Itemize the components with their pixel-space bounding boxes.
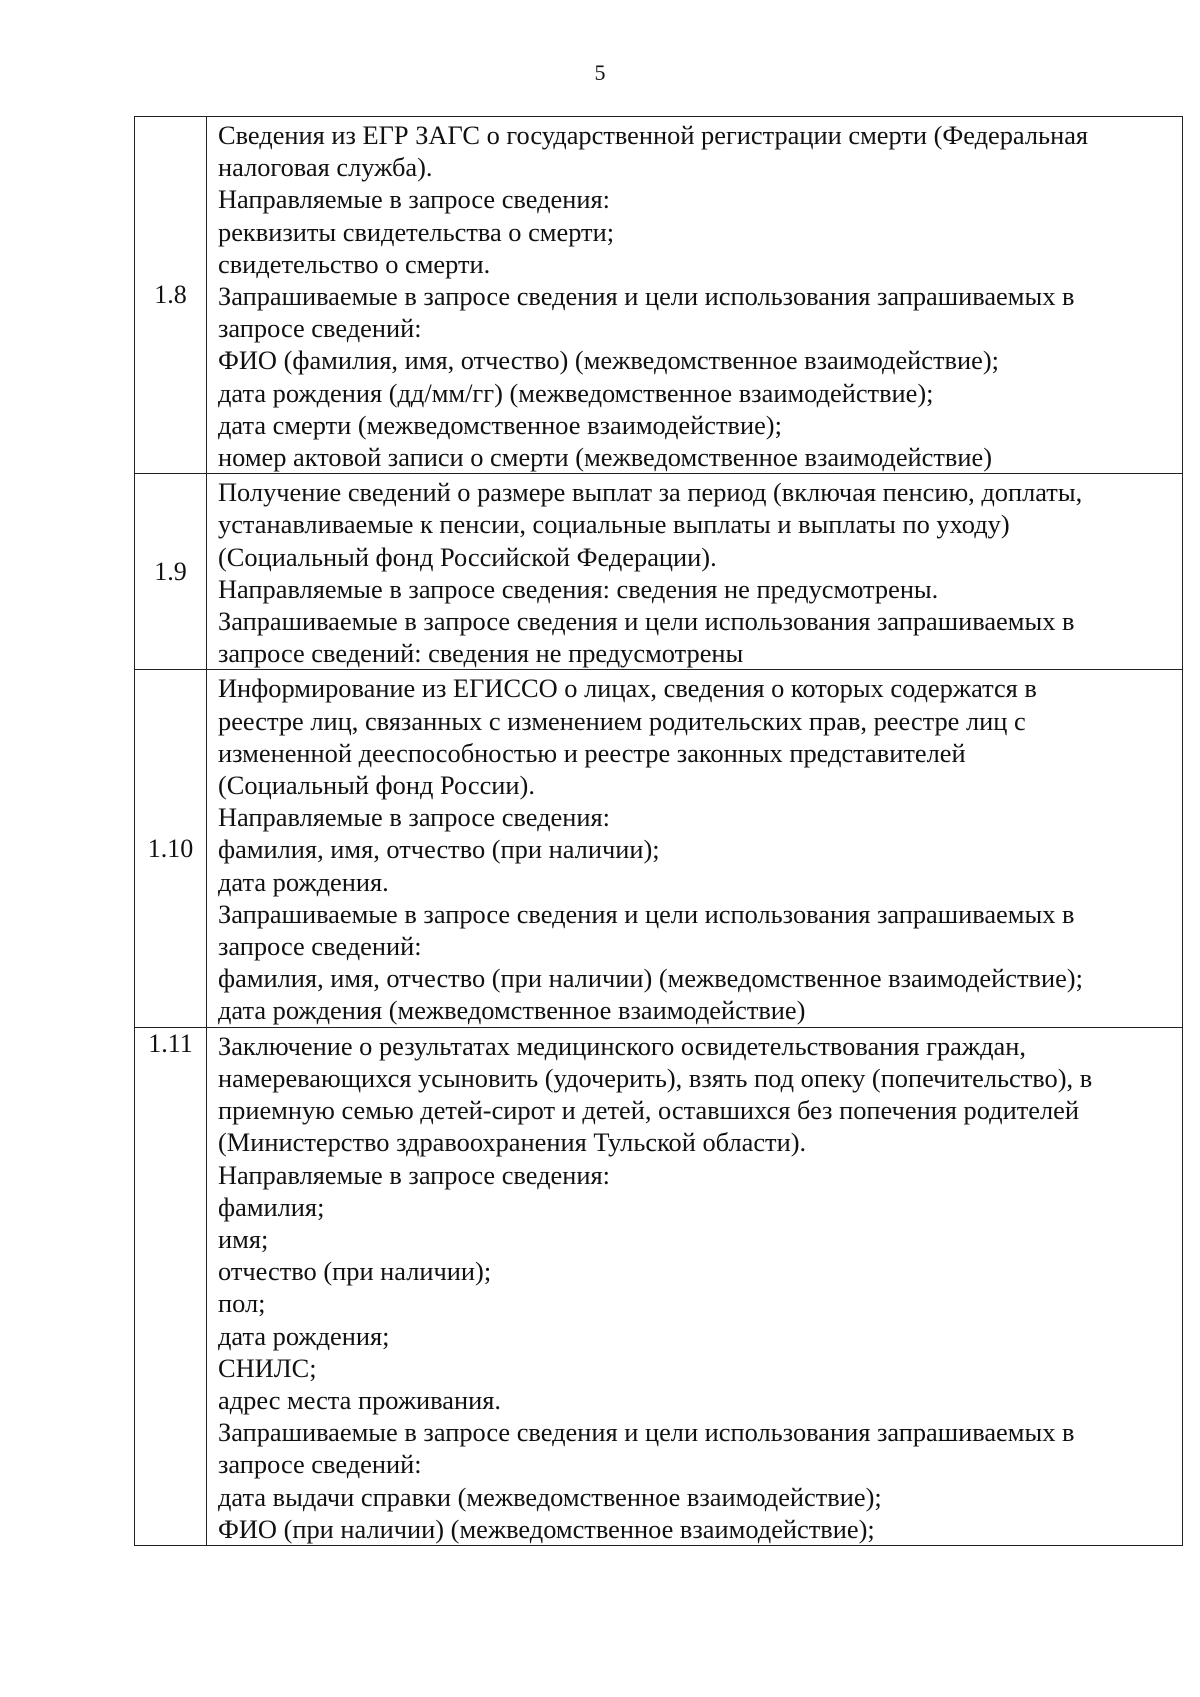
row-text-line: дата рождения (межведомственное взаимодействие) — [218, 995, 806, 1026]
requests-table — [134, 116, 1183, 1546]
row-text-line: Направляемые в запросе сведения: — [218, 184, 610, 215]
row-content — [207, 117, 1183, 474]
row-text-line: дата рождения. — [218, 866, 389, 897]
table-row — [135, 1027, 1183, 1545]
row-text-line: запросе сведений: сведения не предусмотрены — [218, 638, 744, 669]
row-text-line: Запрашиваемые в запросе сведения и цели использования запрашиваемых в — [218, 606, 1075, 637]
row-text-line: Запрашиваемые в запросе сведения и цели использования запрашиваемых в — [218, 281, 1075, 312]
row-text-line: Направляемые в запросе сведения: — [218, 1159, 610, 1190]
row-text-line: Заключение о результатах медицинского освидетельствования граждан, — [218, 1030, 1026, 1061]
row-text-line: Сведения из ЕГР ЗАГС о государственной регистрации смерти (Федеральная — [218, 120, 1089, 150]
row-text-line: ФИО (при наличии) (межведомственное взаимодействие); — [218, 1513, 875, 1544]
table-row — [135, 670, 1183, 1027]
row-text-line: Запрашиваемые в запросе сведения и цели использования запрашиваемых в — [218, 1417, 1075, 1448]
row-text-line: фамилия, имя, отчество (при наличии); — [218, 834, 660, 865]
row-text-line: устанавливаемые к пенсии, социальные выплаты и выплаты по уходу) — [218, 509, 1010, 540]
row-content — [207, 1027, 1183, 1545]
row-content — [207, 670, 1183, 1027]
row-text-line: (Министерство здравоохранения Тульской области). — [218, 1127, 807, 1158]
row-number: 1.10 — [135, 670, 207, 1027]
row-text-line: Информирование из ЕГИССО о лицах, сведения о которых содержатся в — [218, 673, 1037, 704]
row-text-line: запросе сведений: — [218, 931, 422, 962]
row-number: 1.9 — [135, 474, 207, 670]
table-body — [135, 117, 1183, 1546]
row-text-line: (Социальный фонд России). — [218, 770, 535, 801]
row-text-line: налоговая служба). — [218, 152, 433, 183]
row-text-line: Получение сведений о размере выплат за период (включая пенсию, доплаты, — [218, 477, 1083, 508]
row-text-line: намеревающихся усыновить (удочерить), взять под опеку (попечительство), в — [218, 1062, 1093, 1093]
table-row — [135, 474, 1183, 670]
row-number: 1.11 — [135, 1027, 207, 1545]
row-text-line: запросе сведений: — [218, 313, 422, 344]
table-row — [135, 117, 1183, 474]
row-text-line: фамилия; — [218, 1191, 325, 1222]
row-text-line: (Социальный фонд Российской Федерации). — [218, 541, 717, 572]
page-number: 5 — [594, 60, 606, 85]
row-text-line: дата рождения; — [218, 1320, 390, 1351]
row-text-line: адрес места проживания. — [218, 1384, 501, 1415]
row-text-line: ФИО (фамилия, имя, отчество) (межведомственное взаимодействие); — [218, 345, 999, 376]
row-text-line: имя; — [218, 1223, 269, 1254]
row-text-line: приемную семью детей-сирот и детей, оставшихся без попечения родителей — [218, 1095, 1079, 1126]
row-text-line: запросе сведений: — [218, 1449, 422, 1480]
row-text-line: дата рождения (дд/мм/гг) (межведомственное взаимодействие); — [218, 377, 934, 408]
row-text-line: дата смерти (межведомственное взаимодействие); — [218, 409, 782, 440]
row-text-line: реестре лиц, связанных с изменением родительских прав, реестре лиц с — [218, 705, 1026, 736]
row-text-line: измененной дееспособностью и реестре законных представителей — [218, 737, 966, 768]
row-text-line: отчество (при наличии); — [218, 1256, 492, 1287]
row-text-line: Запрашиваемые в запросе сведения и цели использования запрашиваемых в — [218, 898, 1075, 929]
row-text-line: фамилия, имя, отчество (при наличии) (межведомственное взаимодействие); — [218, 963, 1083, 994]
row-text-line: реквизиты свидетельства о смерти; — [218, 216, 615, 247]
row-text-line: пол; — [218, 1288, 266, 1319]
row-text-line: дата выдачи справки (межведомственное взаимодействие); — [218, 1481, 882, 1512]
row-content — [207, 474, 1183, 670]
row-text-line: Направляемые в запросе сведения: сведения не предусмотрены. — [218, 573, 939, 604]
row-text-line: СНИЛС; — [218, 1352, 317, 1383]
row-text-line: Направляемые в запросе сведения: — [218, 802, 610, 833]
row-number: 1.8 — [135, 117, 207, 474]
row-text-line: свидетельство о смерти. — [218, 248, 491, 279]
row-text-line: номер актовой записи о смерти (межведомственное взаимодействие) — [218, 442, 992, 473]
